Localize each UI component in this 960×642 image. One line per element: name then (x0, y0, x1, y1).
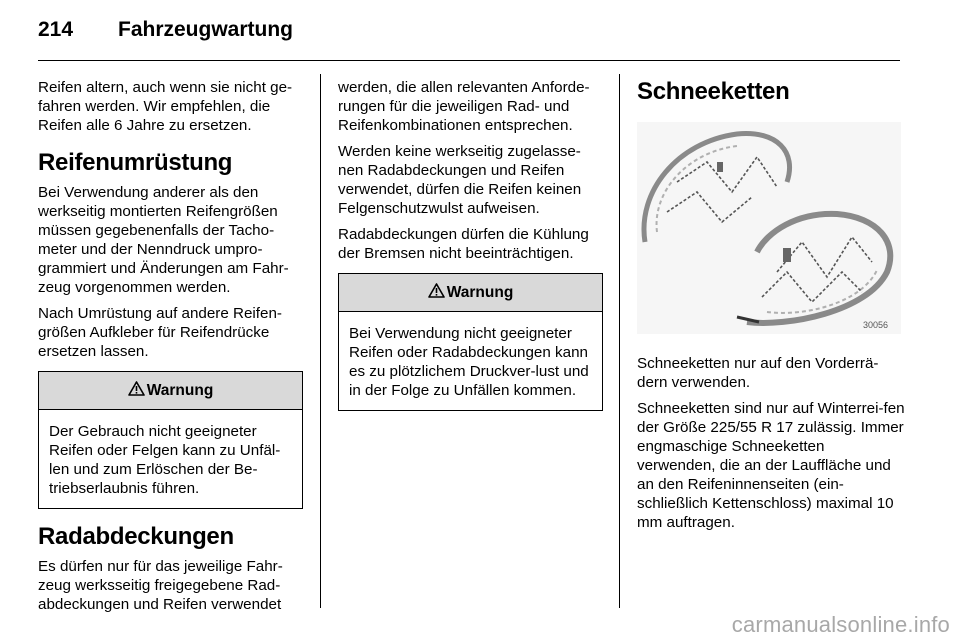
col2-paragraph-1: werden, die allen relevanten Anforde-rungen für die jeweiligen Rad- und Reifenkombinationen entsprechen. (338, 79, 590, 134)
col2-paragraph-2: Werden keine werkseitig zugelasse-nen Radabdeckungen und Reifen verwendet, dürfen die Reifen keinen Felgenschutzwulst aufweisen. (338, 143, 582, 217)
heading-reifenumruestung: Reifenumrüstung (38, 149, 233, 176)
intro-paragraph: Reifen altern, auch wenn sie nicht ge-fahren werden. Wir empfehlen, die Reifen alle 6 Jahre zu ersetzen. (38, 79, 293, 134)
warning-triangle-icon (128, 381, 145, 401)
heading-schneeketten: Schneeketten (637, 78, 790, 105)
watermark: carmanualsonline.info (731, 612, 950, 637)
snow-chain-drawing (637, 122, 901, 334)
heading-radabdeckungen: Radabdeckungen (38, 523, 234, 550)
header-divider (38, 60, 900, 61)
warning-box-1 (38, 371, 303, 509)
snow-chain-illustration (637, 122, 901, 334)
rad-paragraph-1: Es dürfen nur für das jeweilige Fahr-zeug werksseitig freigegebene Rad-abdeckungen und Reifen verwendet (38, 558, 283, 613)
page-header (38, 18, 293, 48)
column-1 (38, 78, 303, 621)
warning-text-1: Der Gebrauch nicht geeigneter Reifen oder Felgen kann zu Unfäl-len und zum Erlöschen der Be-triebserlaubnis führen. (49, 423, 281, 497)
column-3 (637, 78, 905, 539)
schneeketten-paragraph-1: Schneeketten nur auf den Vorderrä-dern verwenden. (637, 355, 879, 391)
column-divider-1 (320, 74, 321, 608)
warning-title-2: Warnung (446, 283, 514, 301)
figure-number: 30056 (863, 320, 889, 330)
schneeketten-paragraph-2: Schneeketten sind nur auf Winterrei-fen der Größe 225/55 R 17 zulässig. Immer engmaschige Schneeketten verwenden, die an der Lauffläche und an den Reifeninnenseiten (ein-schließlich Kettenschloss) maximal 10 mm auftragen. (637, 400, 905, 531)
page-number: 214 (38, 18, 74, 41)
reifen-paragraph-1: Bei Verwendung anderer als den werkseitig montierten Reifengrößen müssen gegebenenfalls der Tacho-meter und der Nenndruck umpro-grammiert und Änderungen am Fahr-zeug vorgenommen werden. (38, 184, 289, 296)
col2-paragraph-3: Radabdeckungen dürfen die Kühlung der Bremsen nicht beeinträchtigen. (338, 226, 589, 262)
column-divider-2 (619, 74, 620, 608)
warning-text-2: Bei Verwendung nicht geeigneter Reifen oder Radabdeckungen kann es zu plötzlichem Druckver-lust und in der Folge zu Unfällen kommen. (349, 325, 589, 399)
column-2 (338, 78, 603, 425)
warning-box-2 (338, 273, 603, 411)
warning-triangle-icon (428, 283, 445, 303)
reifen-paragraph-2: Nach Umrüstung auf andere Reifen-größen Aufkleber für Reifendrücke ersetzen lassen. (38, 305, 282, 360)
chapter-title: Fahrzeugwartung (118, 18, 294, 41)
warning-header-1 (39, 372, 302, 410)
warning-title-1: Warnung (146, 381, 214, 399)
warning-header-2 (339, 274, 602, 312)
